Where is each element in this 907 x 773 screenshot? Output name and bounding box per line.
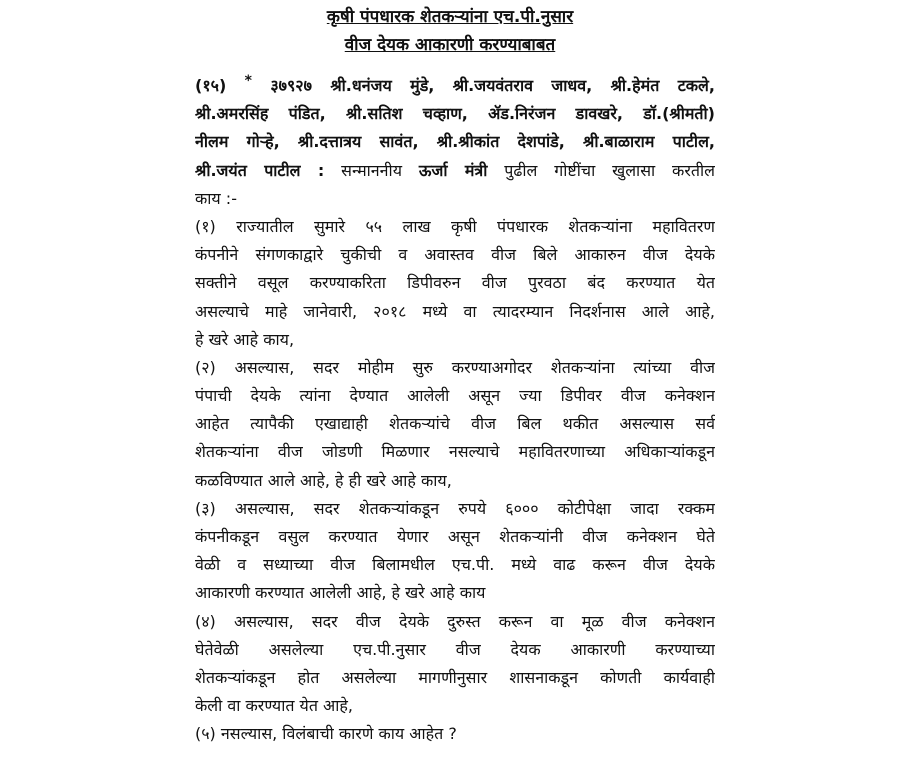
members-line-1: श्री.धनंजय मुंडे, श्री.जयवंतराव जाधव, श्री.हेमंत टकले,: [330, 76, 715, 95]
star-marker: *: [244, 73, 252, 89]
members-last: श्री.जयंत पाटील :: [195, 160, 325, 180]
point-2-line-4: शेतकऱ्यांना वीज जोडणी मिळणार नसल्याचे महावितरणाच्या अधिकाऱ्यांकडून: [195, 442, 715, 462]
point-1-line-5: हे खरे आहे काय,: [195, 329, 295, 349]
point-2-line-3: आहेत त्यापैकी एखाद्याही शेतकऱ्यांचे वीज बिल थकीत असल्यास सर्व: [195, 414, 715, 434]
kay-line: काय :-: [195, 188, 237, 208]
point-1-line-3: सक्तीने वसूल करण्याकरिता डिपीवरुन वीज पुरवठा बंद करण्यात येत: [195, 273, 715, 293]
point-4-line-3: शेतकऱ्यांकडून होत असलेल्या मागणीनुसार शासनाकडून कोणती कार्यवाही: [195, 667, 715, 687]
point-4-line-2: घेतेवेळी असलेल्या एच.पी.नुसार वीज देयक आकारणी करण्याच्या: [195, 639, 715, 659]
question-number: (१५): [195, 76, 227, 95]
point-2-line-1: (२) असल्यास, सदर मोहीम सुरु करण्याअगोदर शेतकऱ्यांना त्यांच्या वीज: [195, 357, 715, 377]
minister-name: ऊर्जा मंत्री: [418, 160, 488, 180]
question-body: [195, 72, 715, 749]
point-1-line-4: असल्याचे माहे जानेवारी, २०१८ मध्ये वा त्यादरम्यान निदर्शनास आले आहे,: [195, 301, 715, 321]
point-3-line-2: कंपनीकडून वसुल करण्यात येणार असून शेतकऱ्यांनी वीज कनेक्शन घेते: [195, 527, 715, 546]
point-4-line-4: केली वा करण्यात येत आहे,: [195, 696, 353, 716]
point-4-line-1: (४) असल्यास, सदर वीज देयके दुरुस्त करून वा मूळ वीज कनेक्शन: [195, 611, 715, 631]
point-3-line-4: आकारणी करण्यात आलेली आहे, हे खरे आहे काय: [195, 583, 486, 603]
point-3-line-3: वेळी व सध्याच्या वीज बिलामधील एच.पी. मध्ये वाढ करून वीज देयके: [195, 555, 715, 575]
heading-line-2: वीज देयक आकारणी करण्याबाबत: [344, 35, 556, 55]
point-2-line-5: कळविण्यात आले आहे, हे ही खरे आहे काय,: [195, 470, 452, 490]
honorable-text: सन्माननीय: [341, 160, 402, 180]
clarify-text: पुढील गोष्टींचा खुलासा करतील: [504, 160, 715, 180]
point-2-line-2: पंपाची देयके त्यांना देण्यात आलेली असून ज्या डिपीवर वीज कनेक्शन: [195, 386, 715, 406]
members-line-2: श्री.अमरसिंह पंडित, श्री.सतिश चव्हाण, ॲड.निरंजन डावखरे, डॉ.(श्रीमती): [195, 104, 715, 124]
members-line-3: नीलम गोऱ्हे, श्री.दत्तात्रय सावंत, श्री.श्रीकांत देशपांडे, श्री.बाळाराम पाटील,: [195, 132, 715, 152]
question-header-line-1: [195, 72, 715, 100]
heading-line-1: कृषी पंपधारक शेतकऱ्यांना एच.पी.नुसार: [326, 7, 574, 27]
point-3-line-1: (३) असल्यास, सदर शेतकऱ्यांकडून रुपये ६००० कोटीपेक्षा जादा रक्कम: [195, 498, 715, 518]
point-1-line-2: कंपनीने संगणकाद्वारे चुकीची व अवास्तव वीज बिले आकारुन वीज देयके: [195, 245, 715, 265]
point-5-line-1: (५) नसल्यास, विलंबाची कारणे काय आहेत ?: [195, 724, 457, 744]
members-line-4: [195, 157, 715, 185]
question-id: ३७९२७: [270, 76, 312, 95]
point-1-line-1: (१) राज्यातील सुमारे ५५ लाख कृषी पंपधारक शेतकऱ्यांना महावितरण: [195, 216, 715, 236]
